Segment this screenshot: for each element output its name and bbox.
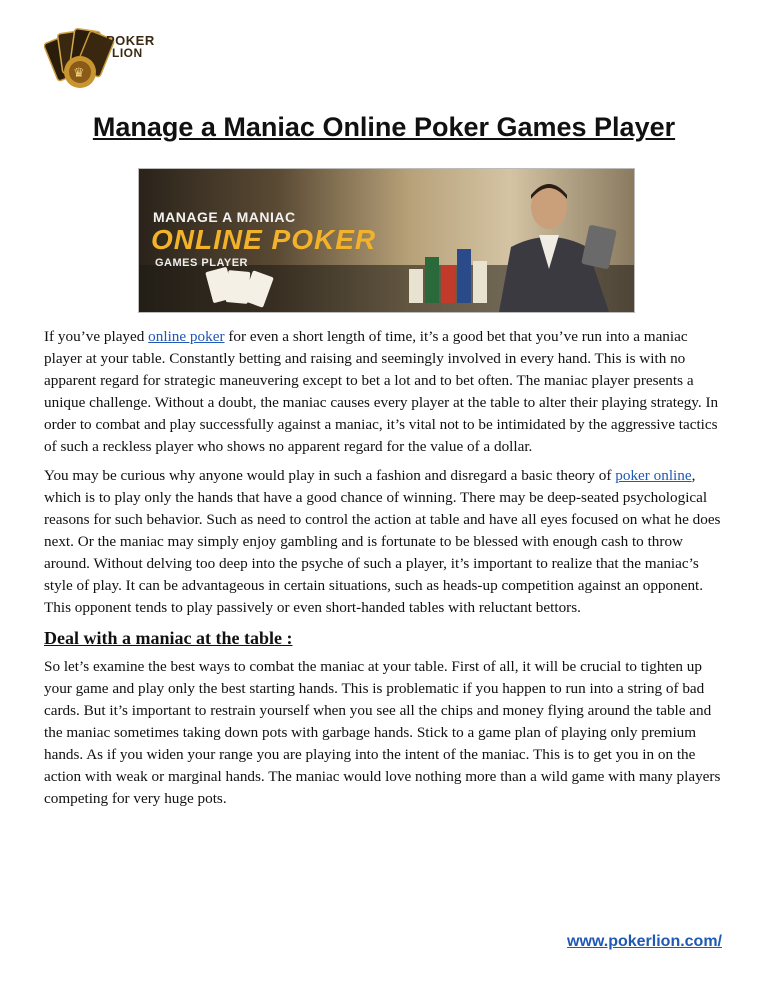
poker-lion-logo <box>44 20 164 98</box>
player-figure-icon <box>499 184 617 312</box>
banner-line-3: GAMES PLAYER <box>155 257 249 269</box>
logo-line-2: LION <box>112 46 143 60</box>
article-body <box>44 326 728 817</box>
svg-text:♛: ♛ <box>73 66 85 81</box>
page-title: Manage a Maniac Online Poker Games Player <box>92 112 676 142</box>
banner-line-2: ONLINE POKER <box>151 224 377 255</box>
logo-wordmark <box>106 34 155 60</box>
footer-website-link[interactable]: www.pokerlion.com/ <box>567 933 722 950</box>
paragraph-1 <box>44 326 728 458</box>
p1-text-before: If you’ve played <box>44 328 149 345</box>
online-poker-link[interactable]: online poker <box>148 328 225 345</box>
paragraph-3: So let’s examine the best ways to combat the maniac at your table. First of all, it will be crucial to tighten up your game and play only the best starting hands. This is problematic if you happen to run into a string of bad cards. But it’s important to restrain yourself when you see all the chips and money flying around the table and the maniac sometimes taking down pots with garbage hands. Stick to a game plan of playing only premium hands. As if you widen your range you are playing into the intent of the maniac. This is to get you in on the action with weak or marginal hands. The maniac would love nothing more than a wild game with many players competing for very huge pots. <box>44 658 721 807</box>
paragraph-2 <box>44 465 728 619</box>
banner-line-1: MANAGE A MANIAC <box>153 209 296 225</box>
p2-text-after: , which is to play only the hands that have a good chance of winning. There may be deep-seated psychological reasons for such behavior. Such as need to control the action at table and have all eyes focused on what he does next. Or the maniac may simply enjoy gambling and is fortunate to be blessed with enough cash to throw around. Without delving too deep into the psyche of such a player, it’s important to realize that the maniac’s style of play. It can be advantageous in certain situations, such as heads-up competition against an opponent. This opponent tends to play passively or even short-handed tables with reluctant bettors. <box>44 467 721 616</box>
banner-image <box>138 168 635 313</box>
section-heading: Deal with a maniac at the table : <box>44 628 293 648</box>
poker-chips-icon <box>409 249 487 303</box>
p1-text-after: for even a short length of time, it’s a good bet that you’ve run into a maniac player at your table. Constantly betting and raising and seemingly involved in every hand. This is with no apparent regard for strategic maneuvering except to bet a lot and to bet often. The maniac player presents a unique challenge. Without a doubt, the maniac causes every player at the table to alter their playing strategy. In order to combat and play successfully against a maniac, it’s vital not to be intimidated by the aggressive tactics of such a reckless player who shows no apparent regard for the value of a dollar. <box>44 328 719 455</box>
p2-text-before: You may be curious why anyone would play in such a fashion and disregard a basic theory of <box>44 467 616 484</box>
logo-line-1: POKER <box>106 33 155 48</box>
poker-online-link[interactable]: poker online <box>615 467 692 484</box>
